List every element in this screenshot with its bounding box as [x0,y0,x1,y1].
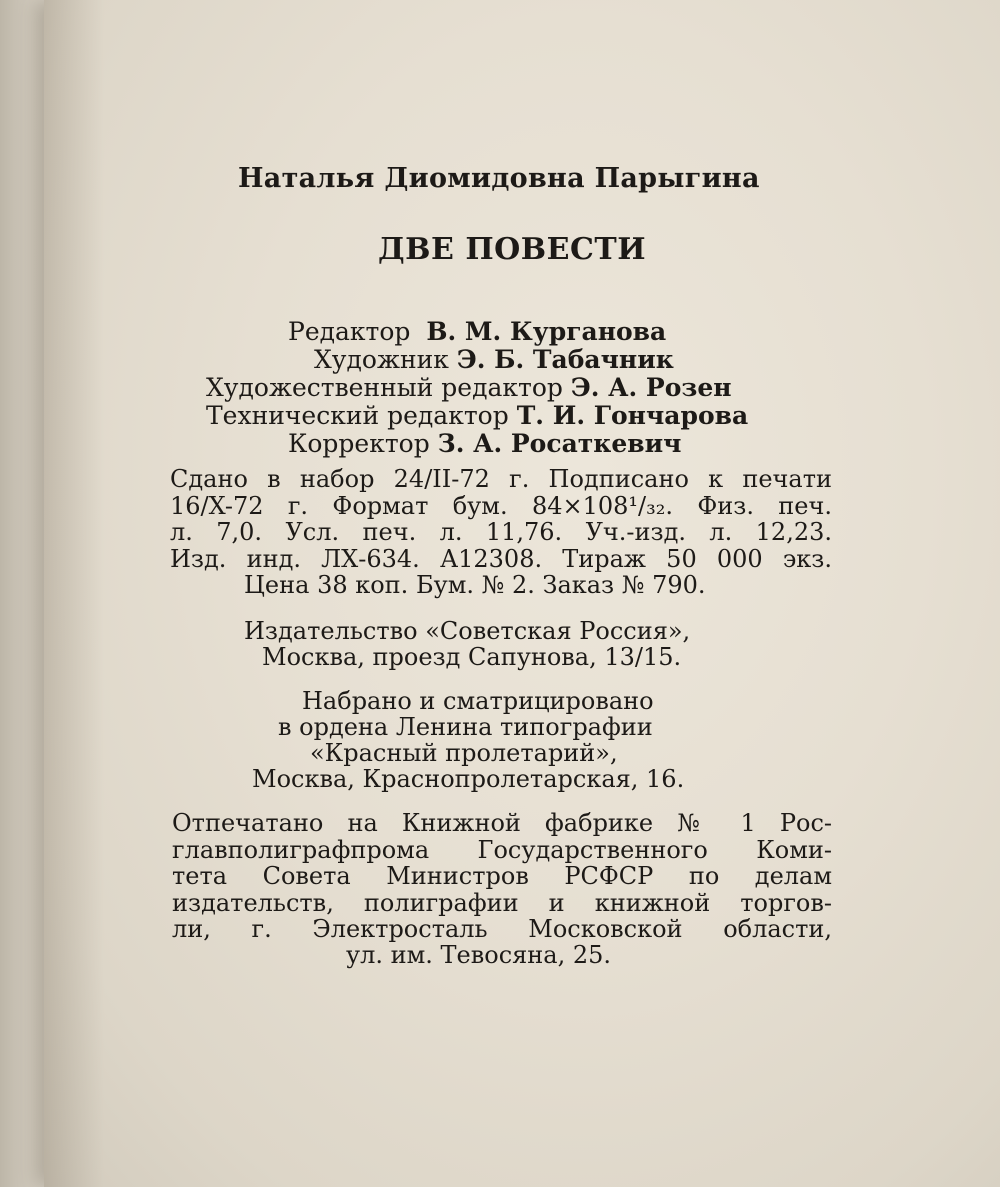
print-info-line: Изд. инд. ЛХ-634. А12308. Тираж 50 000 экз. [170,544,832,573]
print-info-line: Цена 38 коп. Бум. № 2. Заказ № 790. [244,571,706,599]
typesetting-line: Москва, Краснопролетарская, 16. [252,765,685,793]
credit-artist [314,346,674,374]
typesetting-line: Набрано и сматрицировано [302,687,654,715]
publisher-line-1-block [244,618,690,645]
print-info-line: Сдано в набор 24/II-72 г. Подписано к печати [170,465,832,493]
credit-corrector [288,430,681,458]
typesetting-line-4-block [252,766,684,793]
credit-name: Э. А. Розен [570,373,732,402]
credit-role: Художник [314,345,449,374]
typesetting-line: «Красный пролетарий», [310,739,618,767]
publisher-line: Москва, проезд Сапунова, 13/15. [262,643,682,671]
credit-tech-editor [206,402,748,430]
credit-role: Художественный редактор [206,373,563,402]
typesetting-line: в ордена Ленина типографии [278,713,653,741]
printing-line: главполиграфпрома Государственного Коми- [172,835,832,864]
credit-editor [288,318,666,346]
publisher-line-2-block [262,644,681,671]
author-name: Наталья Диомидовна Парыгина [238,163,760,194]
credit-art-editor [206,374,732,402]
credit-role: Редактор [288,317,411,346]
printing-info [172,810,832,943]
credit-role: Технический редактор [206,401,509,430]
credit-role: Корректор [288,429,430,458]
print-info-line: л. 7,0. Усл. печ. л. 11,76. Уч.-изд. л. 12,23. [170,518,832,546]
printing-line: ли, г. Электросталь Московской области, [172,915,832,943]
print-info-line: 16/X-72 г. Формат бум. 84×108¹/₃₂. Физ. печ. [170,491,832,520]
printing-line: ул. им. Тевосяна, 25. [346,941,612,969]
typesetting-line-3-block [310,740,618,767]
book-title: ДВЕ ПОВЕСТИ [378,232,647,267]
publisher-line: Издательство «Советская Россия», [244,617,691,645]
credit-name: Э. Б. Табачник [456,345,674,374]
credit-name: Т. И. Гончарова [516,401,749,430]
printing-last-block [346,942,611,969]
credit-name: В. М. Курганова [426,317,667,346]
credit-name: З. А. Росаткевич [437,429,682,458]
print-info-last [244,572,706,599]
printing-line: тета Совета Министров РСФСР по делам [172,862,832,890]
printing-line: издательств, полиграфии и книжной торгов- [172,888,832,917]
printing-line: Отпечатано на Книжной фабрике № 1 Рос- [172,809,832,837]
print-info [170,466,832,572]
typesetting-line-2-block [278,714,653,741]
typesetting-line-1-block [302,688,654,715]
